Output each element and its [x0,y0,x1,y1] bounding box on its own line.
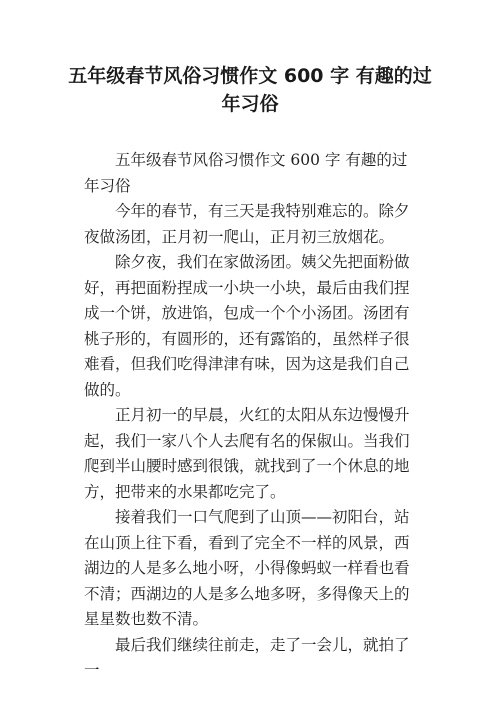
paragraph-overview: 今年的春节，有三天是我特别难忘的。除夕夜做汤团，正月初一爬山，正月初三放烟花。 [84,202,410,246]
paragraph-mountain-top: 接着我们一口气爬到了山顶——初阳台，站在山顶上往下看，看到了完全不一样的风景，西湖边的人是多么地小呀，小得像蚂蚁一样看也看不清；西湖边的人是多么地多呀，多得像天上的星星数也数不清。 [84,508,410,628]
paragraph-intro-title: 五年级春节风俗习惯作文 600 字 有趣的过年习俗 [84,151,408,195]
paragraph-continuation: 最后我们继续往前走，走了一会儿，就拍了一 [84,635,410,679]
paragraph-first-day-morning: 正月初一的早晨，火红的太阳从东边慢慢升起，我们一家八个人去爬有名的保俶山。当我们爬到半山腰时感到很饿，就找到了一个休息的地方，把带来的水果都吃完了。 [84,406,410,501]
paragraph-new-years-eve: 除夕夜，我们在家做汤团。姨父先把面粉做好，再把面粉捏成一小块一小块，最后由我们捏成一个饼，放进馅，包成一个个小汤团。汤团有桃子形的，有圆形的，还有露馅的，虽然样子很难看，但我们吃得津津有味，因为这是我们自己做的。 [84,253,410,399]
document-title: 五年级春节风俗习惯作文 600 字 有趣的过年习俗 [68,65,432,115]
document-body [84,148,420,684]
